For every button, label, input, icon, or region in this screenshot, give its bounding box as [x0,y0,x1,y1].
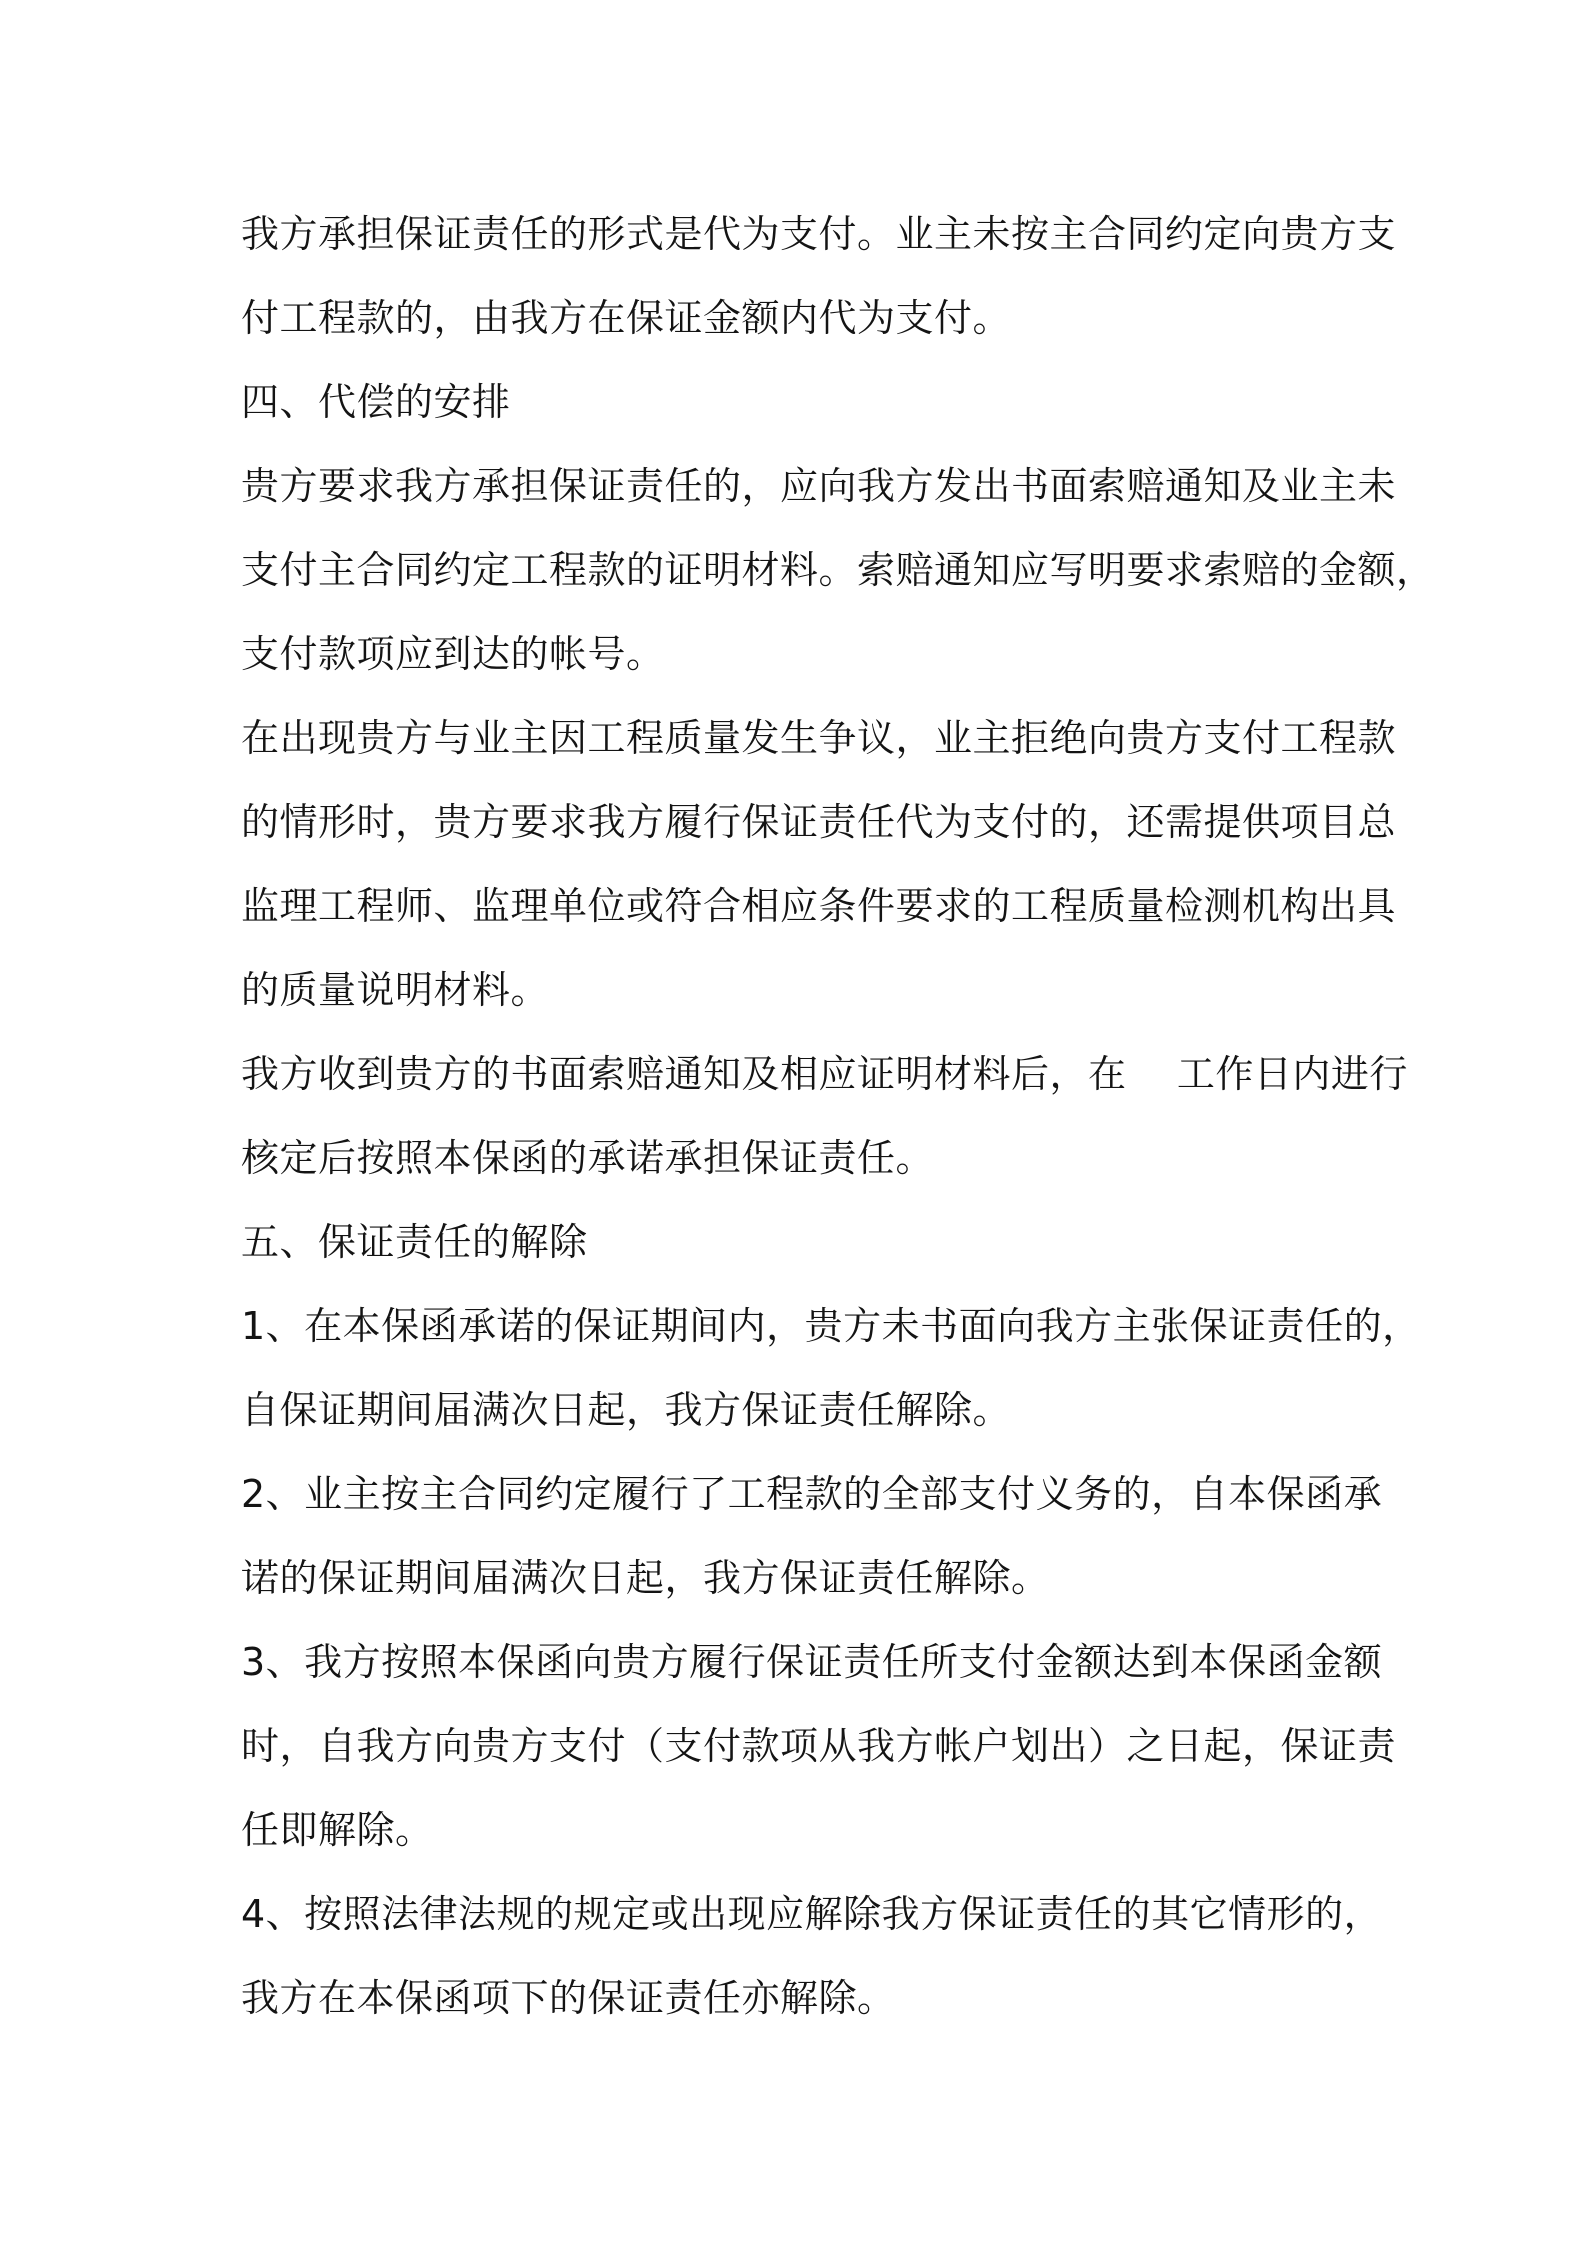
text-line: 付工程款的，由我方在保证金额内代为支付。 [241,296,1012,340]
text-line: 1、在本保函承诺的保证期间内，贵方未书面向我方主张保证责任的， [241,1304,1421,1348]
text-line: 我方收到贵方的书面索赔通知及相应证明材料后，在 工作日内进行 [241,1052,1408,1096]
text-line: 自保证期间届满次日起，我方保证责任解除。 [241,1388,1012,1432]
text-line: 3、我方按照本保函向贵方履行保证责任所支付金额达到本保函金额 [241,1640,1383,1684]
text-line: 时，自我方向贵方支付（支付款项从我方帐户划出）之日起，保证责 [241,1724,1397,1768]
text-line: 支付主合同约定工程款的证明材料。索赔通知应写明要求索赔的金额， [241,548,1435,592]
text-line: 支付款项应到达的帐号。 [241,632,665,676]
text-line: 诺的保证期间届满次日起，我方保证责任解除。 [241,1556,1050,1600]
text-line: 我方承担保证责任的形式是代为支付。业主未按主合同约定向贵方支 [241,212,1397,256]
text-line: 在出现贵方与业主因工程质量发生争议，业主拒绝向贵方支付工程款 [241,716,1397,760]
text-line: 贵方要求我方承担保证责任的，应向我方发出书面索赔通知及业主未 [241,464,1397,508]
text-line: 2、业主按主合同约定履行了工程款的全部支付义务的，自本保函承 [241,1472,1383,1516]
section-heading: 五、保证责任的解除 [241,1220,588,1264]
text-line: 监理工程师、监理单位或符合相应条件要求的工程质量检测机构出具 [241,884,1397,928]
section-heading: 四、代偿的安排 [241,380,511,424]
text-line: 核定后按照本保函的承诺承担保证责任。 [241,1136,935,1180]
document-body [241,192,1435,2040]
text-line: 4、按照法律法规的规定或出现应解除我方保证责任的其它情形的， [241,1892,1383,1936]
text-line: 我方在本保函项下的保证责任亦解除。 [241,1976,896,2020]
text-line: 的情形时，贵方要求我方履行保证责任代为支付的，还需提供项目总 [241,800,1397,844]
text-line: 任即解除。 [241,1808,434,1852]
text-line: 的质量说明材料。 [241,968,550,1012]
